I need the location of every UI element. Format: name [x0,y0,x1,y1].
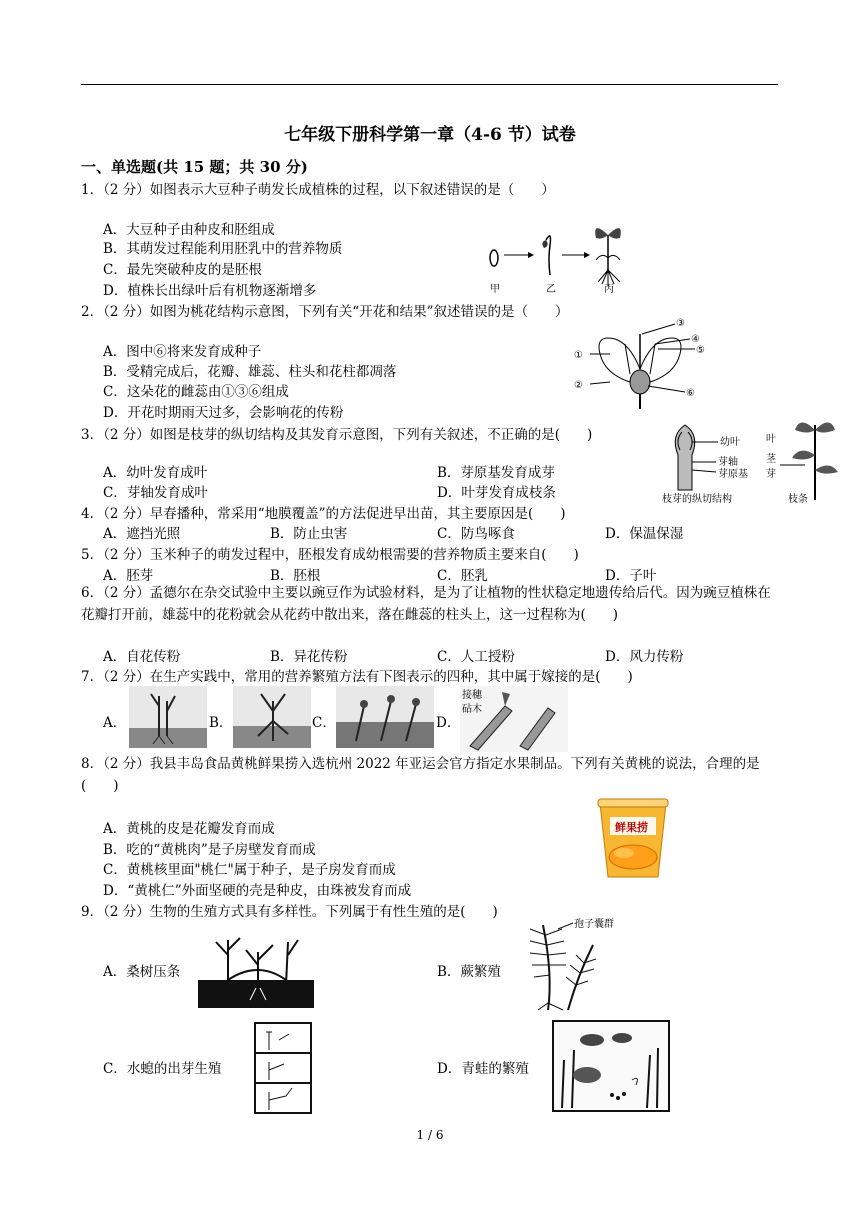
q9-image-fern[interactable] [518,915,618,1015]
q4-option-d[interactable]: D．保温保湿 [605,526,684,542]
q2-fig-label-5: ⑤ [696,345,705,356]
q9-image-mulberry-layering[interactable] [198,930,314,1008]
q9-option-c[interactable]: C．水螅的出芽生殖 [103,1061,222,1077]
q5-stem: 5．（2 分）玉米种子的萌发过程中，胚根发育成幼根需要的营养物质主要来自( ) [81,547,579,563]
q3-option-b[interactable]: B．芽原基发育成芽 [437,465,555,481]
q7-option-d[interactable]: D． [436,715,461,731]
q3-fig-label-stem: 茎 [766,454,776,465]
q8-option-d[interactable]: D．“黄桃仁”外面坚硬的壳是种皮，由珠被发育而成 [103,883,412,899]
q5-option-d[interactable]: D．子叶 [605,568,657,584]
q4-option-a[interactable]: A．遮挡光照 [103,526,181,542]
q2-stem: 2．（2 分）如图为桃花结构示意图，下列有关“开花和结果”叙述错误的是（ ） [81,304,569,320]
q5-option-a[interactable]: A．胚芽 [103,568,154,584]
q7-stem: 7．（2 分）在生产实践中，常用的营养繁殖方法有下图表示的四种，其中属于嫁接的是( ) [81,669,633,685]
q9-option-b[interactable]: B．蕨繁殖 [437,964,501,980]
q7-image-d[interactable] [460,686,568,752]
q1-stem: 1．（2 分）如图表示大豆种子萌发长成植株的过程，以下叙述错误的是（ ） [81,182,555,198]
q8-cup-brand-text: 鲜果捞 [615,821,648,834]
q8-option-b[interactable]: B．吃的“黄桃肉”是子房壁发育而成 [103,842,316,858]
q9-option-d[interactable]: D．青蛙的繁殖 [437,1061,529,1077]
q5-option-c[interactable]: C．胚乳 [437,568,488,584]
q3-option-c[interactable]: C．芽轴发育成叶 [103,485,208,501]
q8-yellow-peach-cup-image [588,795,678,883]
q7-image-b[interactable] [233,686,311,748]
q3-bud-figure [660,410,840,510]
q9-fig-label-sorus: 孢子囊群 [574,919,614,930]
q9-stem: 9．（2 分）生物的生殖方式具有多样性。下列属于有性生殖的是( ) [81,904,498,920]
q3-fig-label-bud-primordium: 芽原基 [718,469,748,480]
q3-option-d[interactable]: D．叶芽发育成枝条 [437,485,556,501]
q3-fig-label-bud: 芽 [766,469,776,480]
q7-option-c[interactable]: C． [312,715,336,731]
q2-option-b[interactable]: B．受精完成后，花瓣、雄蕊、柱头和花柱都凋落 [103,364,397,380]
q5-option-b[interactable]: B．胚根 [270,568,321,584]
header-rule [81,84,778,85]
q2-option-c[interactable]: C．这朵花的雌蕊由①③⑥组成 [103,384,289,400]
q2-fig-label-3: ③ [676,318,685,329]
q2-fig-label-2: ② [574,380,583,391]
q7-option-b[interactable]: B． [209,715,233,731]
q6-option-d[interactable]: D．风力传粉 [605,649,684,665]
q1-option-a[interactable]: A．大豆种子由种皮和胚组成 [103,222,275,238]
q2-peach-flower-figure [570,314,720,414]
q8-option-c[interactable]: C．黄桃核里面"桃仁"属于种子，是子房发育而成 [103,862,396,878]
q3-stem: 3．（2 分）如图是枝芽的纵切结构及其发育示意图，下列有关叙述，不正确的是( ) [81,427,593,443]
q3-fig-caption-bud-section: 枝芽的纵切结构 [662,494,732,505]
q8-stem: 8．（2 分）我县丰岛食品黄桃鲜果捞入选杭州 2022 年亚运会官方指定水果制品。下列有关黄桃的说法，合理的是( ) [81,756,760,794]
section-heading: 一、单选题(共 15 题；共 30 分) [81,158,308,176]
q7-image-a[interactable] [129,686,207,748]
q1-option-b[interactable]: B．其萌发过程能利用胚乳中的营养物质 [103,241,343,257]
q7-option-a[interactable]: A． [103,715,127,731]
q3-fig-caption-branch: 枝条 [788,494,808,505]
q4-stem: 4．（2 分）早春播种，常采用“地膜覆盖”的方法促进早出苗，其主要原因是( ) [81,506,566,522]
q9-image-hydra-budding[interactable] [254,1022,312,1114]
q4-option-b[interactable]: B．防止虫害 [270,526,348,542]
q3-fig-label-leaf: 叶 [766,434,776,445]
q1-fig-label-jia: 甲 [490,284,500,295]
page-number: 1 / 6 [416,1128,444,1142]
q7-fig-label-scion: 接穗 [462,690,482,701]
q4-option-c[interactable]: C．防鸟啄食 [437,526,515,542]
q1-option-d[interactable]: D．植株长出绿叶后有机物逐渐增多 [103,283,317,299]
q6-option-a[interactable]: A．自花传粉 [103,649,181,665]
q3-fig-label-young-leaf: 幼叶 [720,437,740,448]
q1-option-c[interactable]: C．最先突破种皮的是胚根 [103,262,262,278]
page-title: 七年级下册科学第一章（4-6 节）试卷 [284,125,576,145]
q7-image-c[interactable] [336,686,434,748]
q9-image-frog-reproduction[interactable] [552,1020,670,1112]
q2-option-a[interactable]: A．图中⑥将来发育成种子 [103,344,262,360]
q2-fig-label-6: ⑥ [686,388,695,399]
q6-stem: 6．（2 分）孟德尔在杂交试验中主要以豌豆作为试验材料，是为了让植物的性状稳定地遗传给后代。因为豌豆植株在花瓣打开前，雄蕊中的花粉就会从花药中散出来，落在雌蕊的柱头上，这一过程称为( ) [81,585,771,623]
q2-option-d[interactable]: D．开花时期雨天过多，会影响花的传粉 [103,405,344,421]
q9-option-a[interactable]: A．桑树压条 [103,964,181,980]
q6-option-b[interactable]: B．异花传粉 [270,649,348,665]
q1-germination-figure [480,210,640,295]
q1-fig-label-yi: 乙 [546,284,556,295]
q7-fig-label-rootstock: 砧木 [462,704,482,715]
q8-option-a[interactable]: A．黄桃的皮是花瓣发育而成 [103,821,275,837]
q6-option-c[interactable]: C．人工授粉 [437,649,515,665]
q2-fig-label-4: ④ [691,334,700,345]
q3-fig-label-bud-axis: 芽轴 [718,457,738,468]
q2-fig-label-1: ① [574,350,583,361]
q3-option-a[interactable]: A．幼叶发育成叶 [103,465,208,481]
q1-fig-label-bing: 丙 [604,284,614,295]
